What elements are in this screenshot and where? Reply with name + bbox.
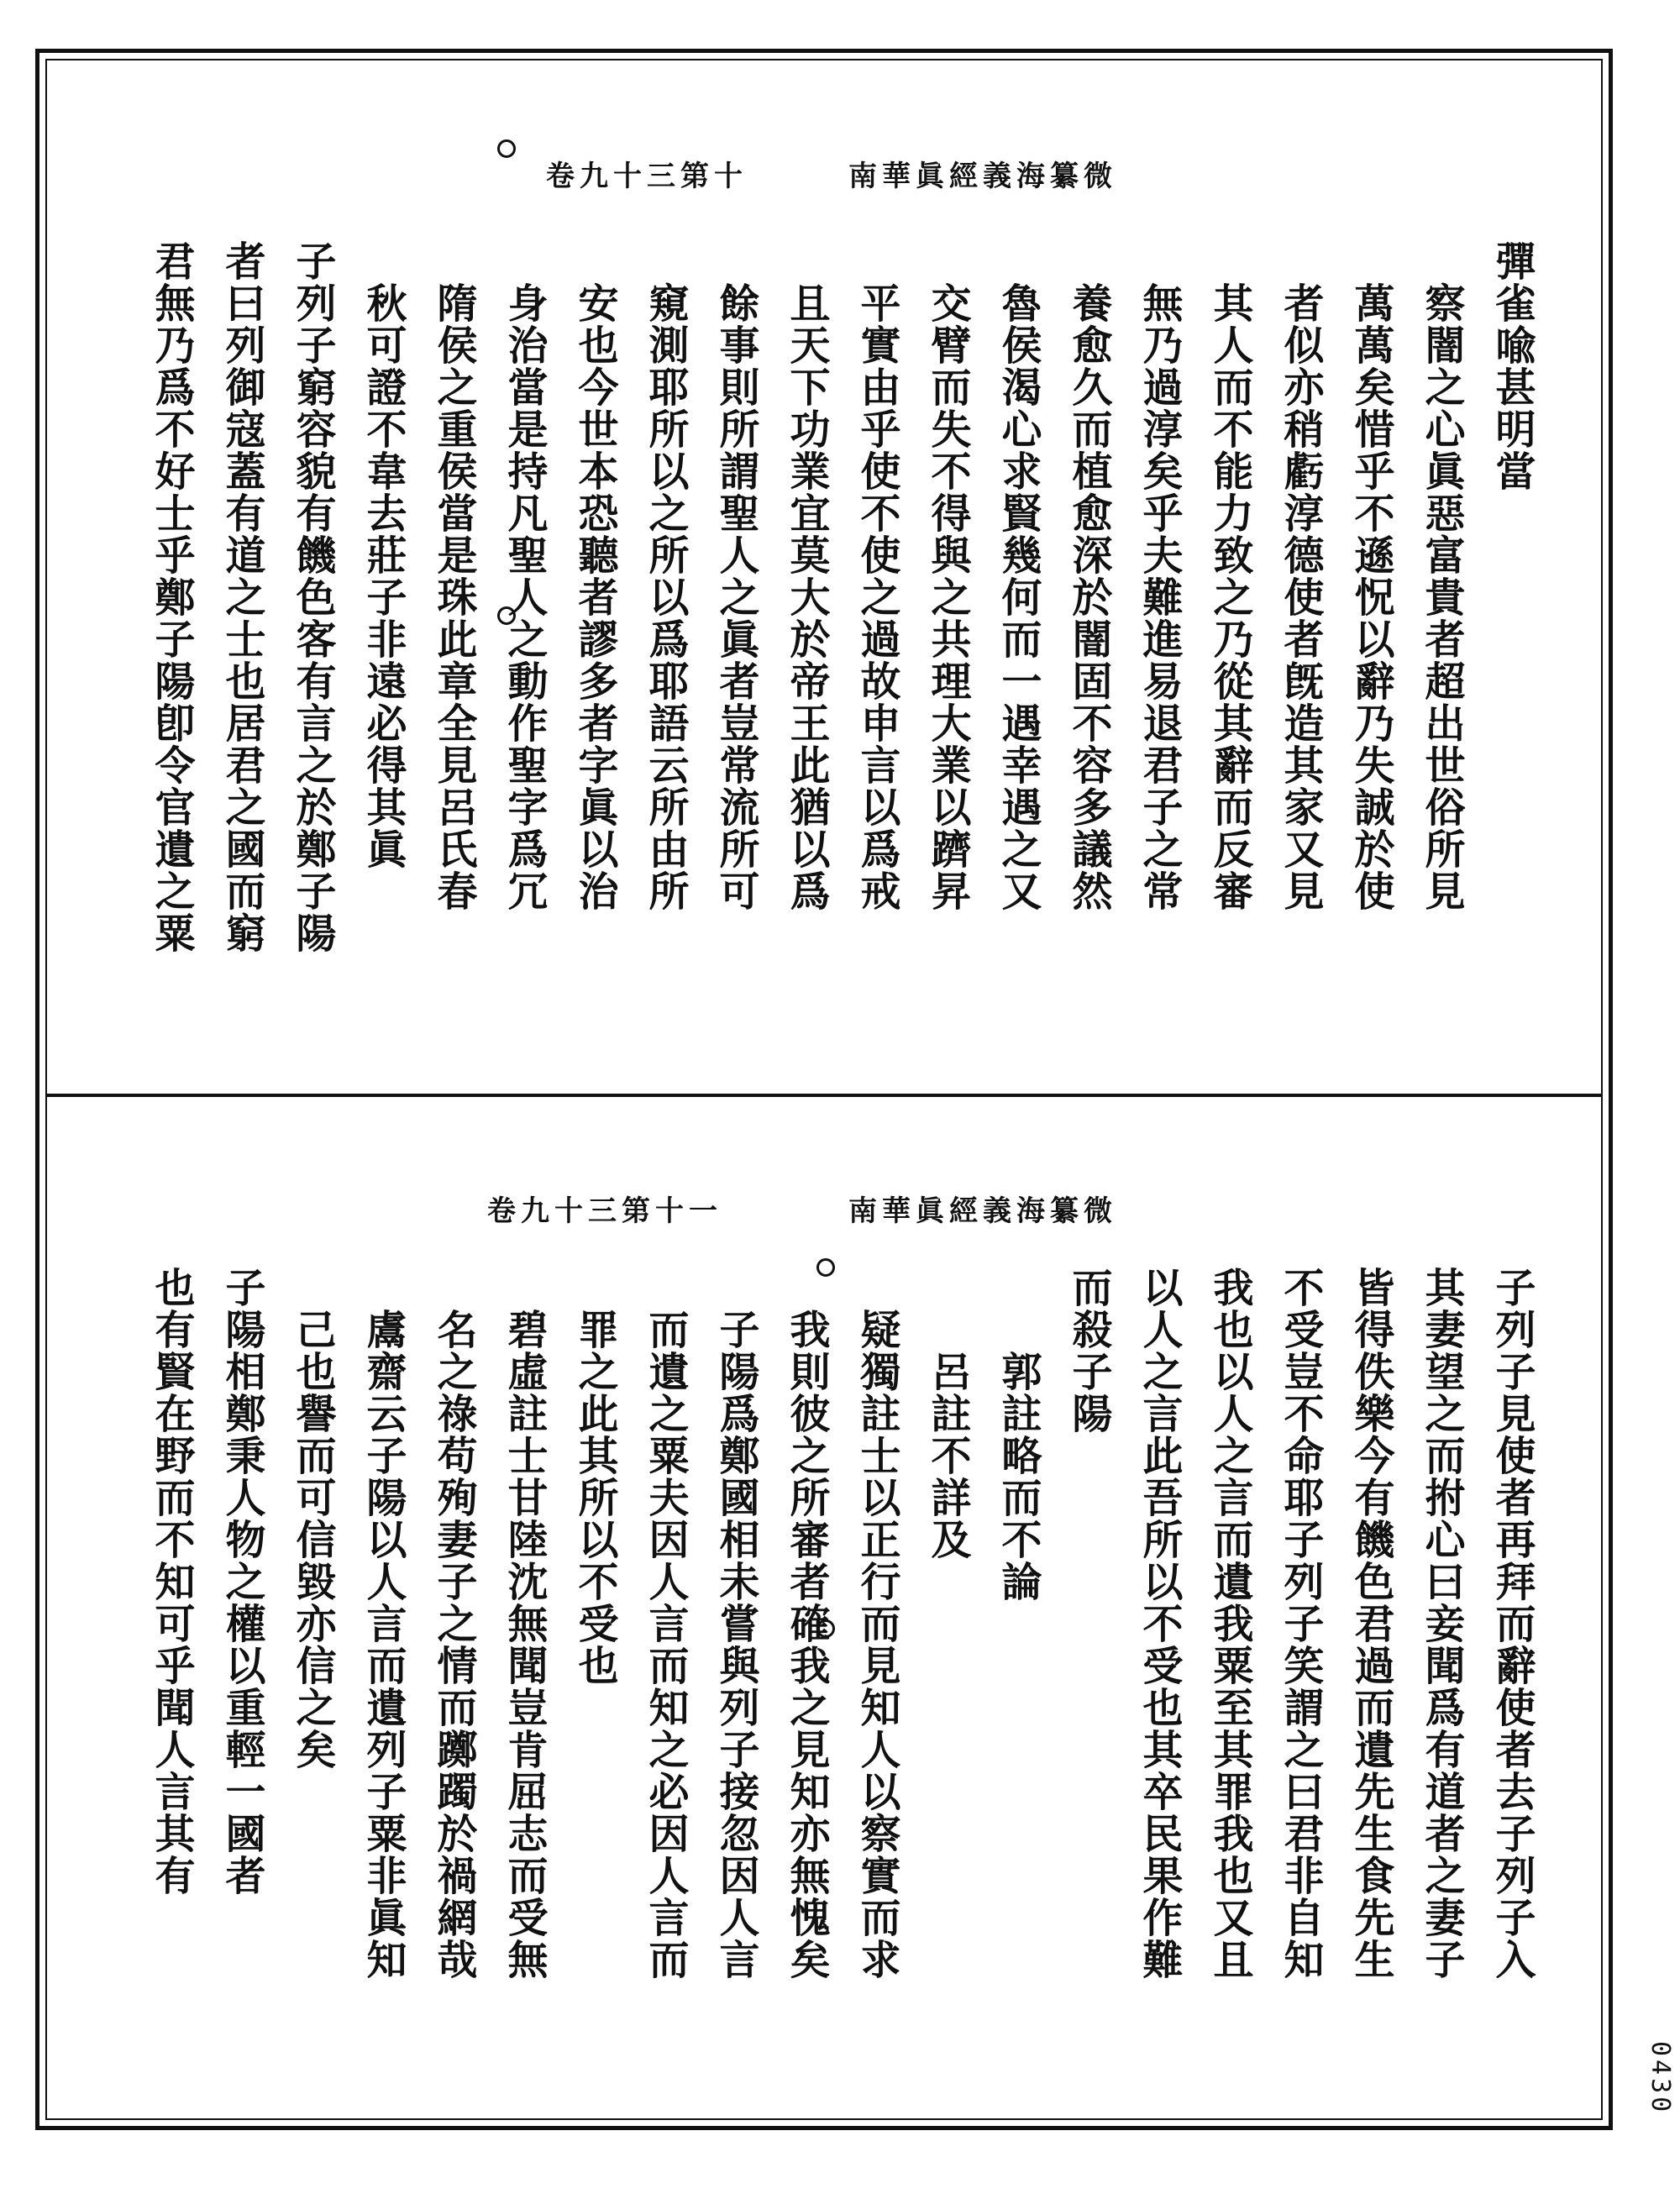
text-column: 疑獨註士以正行而見知人以察實而求 xyxy=(853,1309,900,1981)
text-column: 也有賢在野而不知可乎聞人言其有 xyxy=(148,1267,195,1897)
text-column: 皆得佚樂今有饑色君過而遺先生食先生 xyxy=(1347,1267,1394,1981)
text-column: 以人之言此吾所以不受也其卒民果作難 xyxy=(1136,1267,1183,1981)
text-column: 察闇之心眞惡富貴者超出世俗所見 xyxy=(1418,282,1465,912)
margin-page-number: 0430 xyxy=(1646,2041,1675,2116)
text-column: 萬萬矣惜乎不遜怳以辭乃失誠於使 xyxy=(1347,282,1394,912)
text-column: 我也以人之言而遺我粟至其罪我也又且 xyxy=(1206,1267,1253,1981)
text-column: 其人而不能力致之乃從其辭而反審 xyxy=(1206,282,1253,912)
text-column: 身治當是持凡聖人之動作聖字爲冗 xyxy=(501,282,548,912)
text-column: 無乃過淳矣乎夫難進易退君子之常 xyxy=(1136,282,1183,912)
text-column: 安也今世本恐聽者謬多者字眞以治 xyxy=(571,282,618,912)
text-column: 己也譽而可信毀亦信之矣 xyxy=(289,1309,336,1771)
text-column: 我則彼之所審者確我之見知亦無愧矣 xyxy=(783,1309,830,1981)
circle-mark xyxy=(497,139,516,158)
text-column: 君無乃爲不好士乎鄭子陽卽令官遺之粟 xyxy=(148,240,195,954)
text-column: 子列子見使者再拜而辭使者去子列子入 xyxy=(1488,1267,1536,1981)
text-column: 碧虛註士甘陸沈無聞豈肯屈志而受無 xyxy=(501,1309,548,1981)
running-header-title: 南華眞經義海纂微 xyxy=(848,159,1117,193)
text-column: 且天下功業宜莫大於帝王此猶以爲 xyxy=(783,282,830,912)
text-column: 窺測耶所以之所以爲耶語云所由所 xyxy=(642,282,689,912)
text-column: 而殺子陽 xyxy=(1065,1267,1112,1435)
bottom-text-block xyxy=(136,1267,1547,2107)
top-text-block xyxy=(136,240,1547,1080)
text-column: 彈雀喩甚明當 xyxy=(1488,240,1536,492)
running-header-title: 南華眞經義海纂微 xyxy=(848,1194,1117,1228)
text-column: 秋可證不韋去莊子非遠必得其眞 xyxy=(360,282,407,870)
bottom-page xyxy=(50,1099,1598,2117)
text-column: 者曰列御寇蓋有道之士也居君之國而窮 xyxy=(218,240,265,954)
running-header-volume: 卷九十三第十一 xyxy=(487,1194,722,1228)
text-column: 子陽相鄭秉人物之權以重輕一國者 xyxy=(218,1267,265,1897)
text-column: 交臂而失不得與之共理大業以躋昇 xyxy=(924,282,971,912)
top-page xyxy=(50,64,1598,1092)
text-column: 而遺之粟夫因人言而知之必因人言而 xyxy=(642,1309,689,1981)
text-column: 名之祿苟殉妻子之情而躑躅於禍網哉 xyxy=(430,1309,477,1981)
text-column: 子列子窮容貌有饑色客有言之於鄭子陽 xyxy=(289,240,336,954)
text-column: 子陽爲鄭國相未嘗與列子接忽因人言 xyxy=(712,1309,759,1981)
text-column: 魯侯渴心求賢幾何而一遇幸遇之又 xyxy=(995,282,1042,912)
text-column: 鬳齋云子陽以人言而遺列子粟非眞知 xyxy=(360,1309,407,1981)
text-column: 隋侯之重侯當是珠此章全見呂氏春 xyxy=(430,282,477,912)
text-column: 平實由乎使不使之過故申言以爲戒 xyxy=(853,282,900,912)
half-divider xyxy=(45,1094,1603,1097)
running-header-volume: 卷九十三第十 xyxy=(546,159,748,193)
text-column: 郭註略而不論 xyxy=(995,1351,1042,1603)
text-column: 其妻望之而拊心曰妾聞爲有道者之妻子 xyxy=(1418,1267,1465,1981)
text-column: 養愈久而植愈深於闇固不容多議然 xyxy=(1065,282,1112,912)
text-column: 餘事則所謂聖人之眞者豈常流所可 xyxy=(712,282,759,912)
text-column: 呂註不詳及 xyxy=(924,1351,971,1561)
text-column: 罪之此其所以不受也 xyxy=(571,1309,618,1687)
text-column: 不受豈不命耶子列子笑謂之曰君非自知 xyxy=(1277,1267,1324,1981)
text-column: 者似亦稍虧淳德使者旣造其家又見 xyxy=(1277,282,1324,912)
